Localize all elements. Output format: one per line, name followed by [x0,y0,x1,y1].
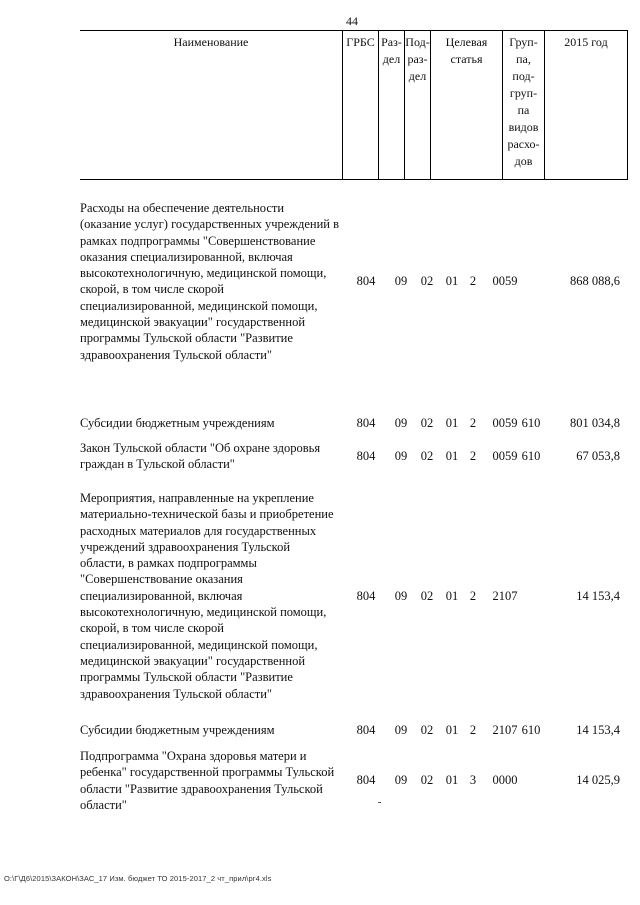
cell-sum: 14 153,4 [576,723,620,737]
cell-cs1: 01 [445,274,459,288]
row-name-line: учреждений здравоохранения Тульской [80,539,291,554]
cell-cs2: 3 [469,773,477,787]
cell-cs1: 01 [445,449,459,463]
row-name [80,490,350,702]
header-name: Наименование [173,35,249,49]
row-name-line: медицинской эвакуации" государственной [80,315,306,330]
row-name-line: (оказание услуг) государственных учреждений в [80,217,339,232]
header-grbs: ГРБС [342,31,378,179]
cell-grbs: 804 [356,274,376,288]
row-name-line: специализированной, включая [80,588,243,603]
row-name-line: программы Тульской области "Развитие [80,331,293,346]
cell-grbs: 804 [356,589,376,603]
row-name [80,415,350,431]
cell-cs2: 2 [469,449,477,463]
row-name-line: высокотехнологичную, медицинской помощи, [80,605,327,620]
header-year: 2015 год [544,31,628,179]
cell-sum: 67 053,8 [576,449,620,463]
row-name-line: оказания специализированной, включая [80,249,293,264]
row-name-line: здравоохранения Тульской области" [80,686,273,701]
cell-grbs: 804 [356,416,376,430]
cell-sum: 14 153,4 [576,589,620,603]
cell-sum: 14 025,9 [576,773,620,787]
page-number: 44 [346,14,358,28]
cell-cs3: 0059 [492,274,518,288]
row-name-line: Мероприятия, направленные на укрепление [80,491,314,505]
cell-cs3: 0000 [492,773,518,787]
header-podrazdel: Под- раз- дел [404,31,430,179]
row-name-line: высокотехнологичную, медицинской помощи, [80,266,327,281]
cell-rz: 09 [394,449,408,463]
row-name-line: Расходы на обеспечение деятельности [80,201,285,215]
row-name-line: медицинской эвакуации" государственной [80,653,306,668]
cell-pr: 02 [420,773,434,787]
row-name [80,440,350,473]
cell-cs3: 2107 [492,723,518,737]
cell-cs3: 2107 [492,589,518,603]
cell-pr: 02 [420,723,434,737]
cell-pr: 02 [420,449,434,463]
row-name-line: расходных материалов для государственных [80,523,317,538]
cell-pr: 02 [420,274,434,288]
cell-rz: 09 [394,773,408,787]
row-name [80,748,350,813]
row-name-line: граждан в Тульской области" [80,457,235,472]
cell-sum: 868 088,6 [570,274,620,288]
cell-cs2: 2 [469,723,477,737]
cell-rz: 09 [394,723,408,737]
row-name-line: ребенка" государственной программы Тульской [80,765,335,780]
cell-rz: 09 [394,416,408,430]
header-gruppa: Груп- па, под- груп- па видов расхо- дов [502,31,544,179]
cell-cs2: 2 [469,274,477,288]
row-name-line: области, в рамках подпрограммы [80,556,257,571]
row-name-line: Подпрограмма "Охрана здоровья матери и [80,749,307,763]
header-cel-statya: Целевая статья [430,31,502,179]
cell-cs1: 01 [445,723,459,737]
row-name [80,200,350,363]
budget-table [80,30,628,812]
file-path-footer: O:\Г\Д6\2015\ЗАКОН\ЗАС_17 Изм. бюджет ТО 2015-2017_2 чт_прил\рг4.xls [4,874,272,883]
cell-cs1: 01 [445,773,459,787]
cell-pr: 02 [420,589,434,603]
header-razdel: Раз- дел [378,31,404,179]
stray-mark [378,802,381,803]
row-name-line: специализированной, медицинской помощи, [80,298,318,313]
cell-grbs: 804 [356,723,376,737]
cell-cs1: 01 [445,416,459,430]
cell-pr: 02 [420,416,434,430]
row-name-line: материально-технической базы и приобретение [80,507,334,522]
cell-cs3: 0059 [492,416,518,430]
cell-grbs: 804 [356,773,376,787]
row-name-line: скорой, в том числе скорой [80,282,224,297]
cell-vr: 610 [521,416,541,430]
cell-cs2: 2 [469,589,477,603]
row-name-line: "Совершенствование оказания [80,572,243,587]
cell-vr: 610 [521,723,541,737]
row-name-line: рамках подпрограммы "Совершенствование [80,233,316,248]
row-name [80,722,350,738]
row-name-line: скорой, в том числе скорой [80,621,224,636]
row-name-line: Закон Тульской области "Об охране здоровья [80,441,321,455]
cell-grbs: 804 [356,449,376,463]
cell-cs1: 01 [445,589,459,603]
row-name-line: программы Тульской области "Развитие [80,670,293,685]
row-name-line: Субсидии бюджетным учреждениям [80,723,275,737]
row-name-line: области "Развитие здравоохранения Тульской [80,781,323,796]
cell-rz: 09 [394,589,408,603]
cell-cs3: 0059 [492,449,518,463]
row-name-line: области" [80,797,127,812]
cell-cs2: 2 [469,416,477,430]
cell-rz: 09 [394,274,408,288]
row-name-line: здравоохранения Тульской области" [80,347,273,362]
row-name-line: специализированной, медицинской помощи, [80,637,318,652]
table-header [80,30,628,180]
cell-vr: 610 [521,449,541,463]
cell-sum: 801 034,8 [570,416,620,430]
row-name-line: Субсидии бюджетным учреждениям [80,416,275,430]
